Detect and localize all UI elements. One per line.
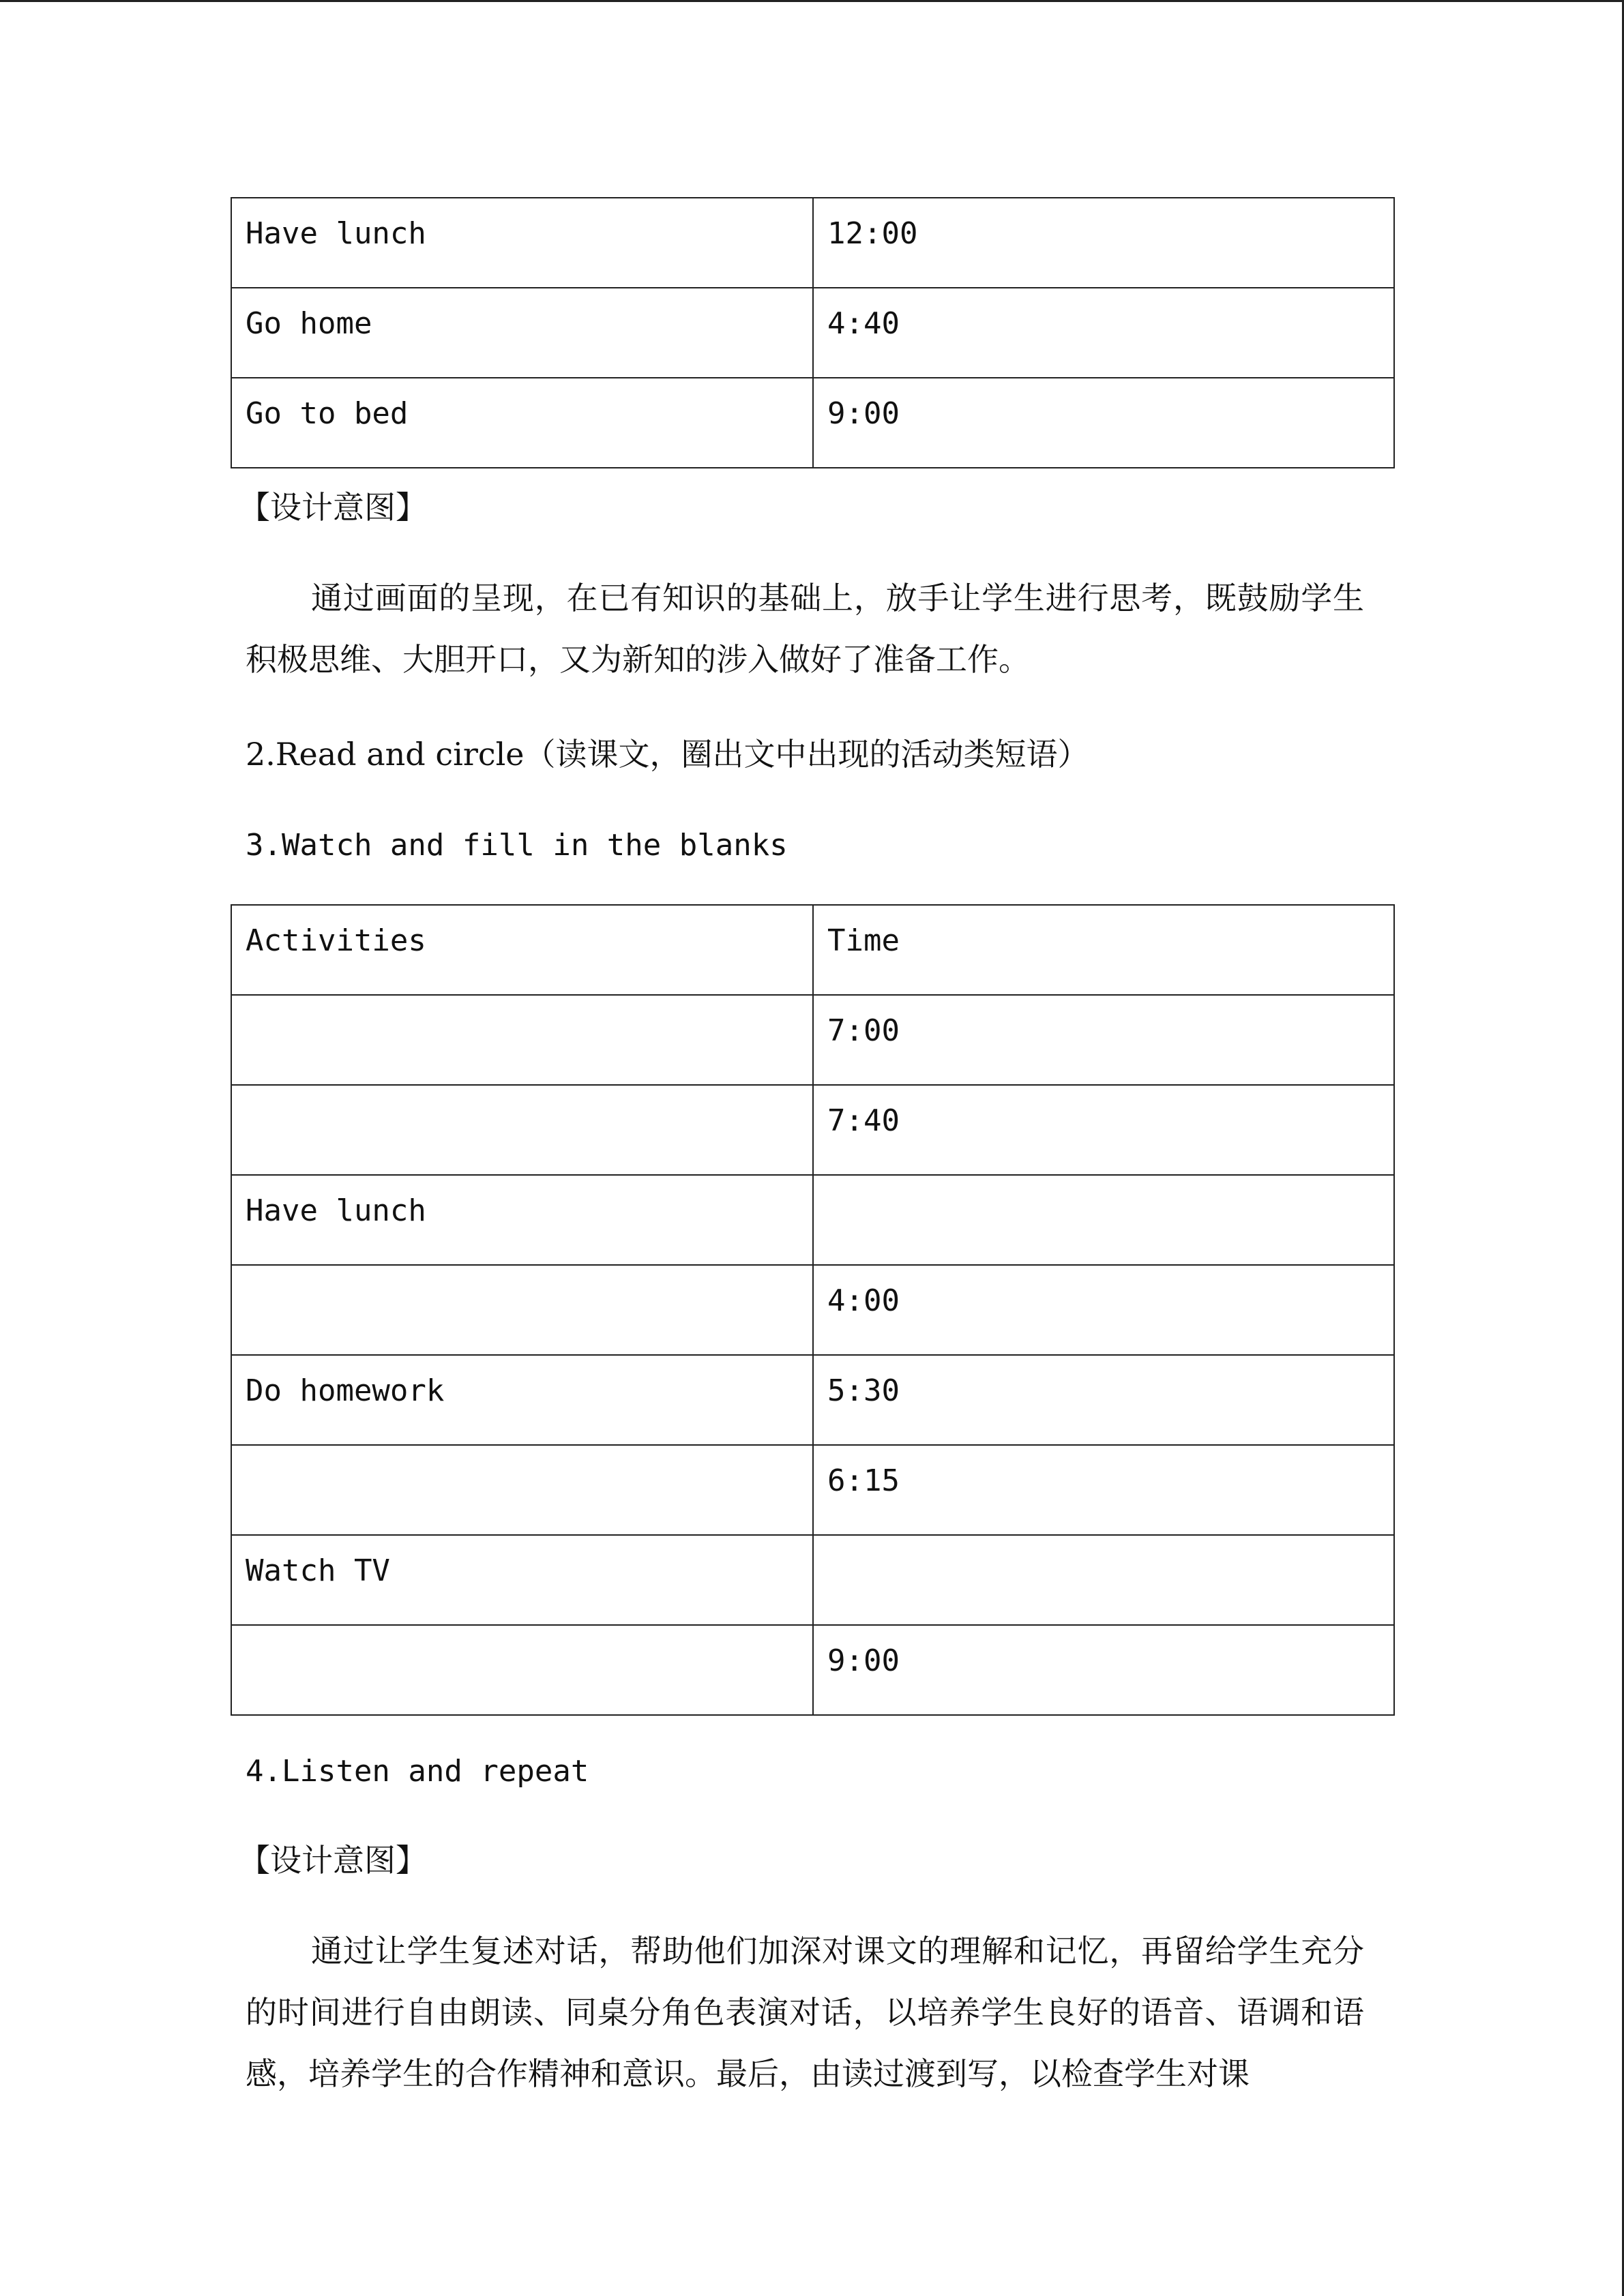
- design-intent-heading-2: 【设计意图】: [239, 1842, 427, 1879]
- activity-cell: Have lunch: [231, 198, 813, 288]
- activity-cell: [231, 1265, 813, 1355]
- time-cell: 5:30: [813, 1355, 1394, 1445]
- table-row: [231, 1085, 1394, 1175]
- page-top-border: [0, 0, 1624, 2]
- activity-cell: Go to bed: [231, 378, 813, 468]
- time-cell: 9:00: [813, 1625, 1394, 1715]
- design-intent-heading-1: 【设计意图】: [239, 489, 427, 526]
- activity-cell: Have lunch: [231, 1175, 813, 1265]
- time-cell: 12:00: [813, 198, 1394, 288]
- design-intent-paragraph-1: 通过画面的呈现，在已有知识的基础上，放手让学生进行思考，既鼓励学生积极思维、大胆开口，又为新知的涉入做好了准备工作。: [246, 580, 1364, 678]
- time-cell: [813, 1175, 1394, 1265]
- table-row: [231, 288, 1394, 378]
- activity-cell: [231, 1445, 813, 1535]
- time-cell: 4:00: [813, 1265, 1394, 1355]
- table-row: [231, 1625, 1394, 1715]
- activity-item-2: 2.Read and circle（读课文，圈出文中出现的活动类短语）: [246, 736, 1089, 773]
- column-header-time: Time: [813, 905, 1394, 995]
- table-row: [231, 198, 1394, 288]
- activity-cell: [231, 1085, 813, 1175]
- time-cell: 7:40: [813, 1085, 1394, 1175]
- time-cell: 7:00: [813, 995, 1394, 1085]
- activity-item-4: 4.Listen and repeat: [246, 1754, 589, 1789]
- activity-cell: [231, 995, 813, 1085]
- table-row: [231, 995, 1394, 1085]
- activity-cell: Watch TV: [231, 1535, 813, 1625]
- schedule-table-2: [231, 904, 1395, 1716]
- table-row: [231, 1535, 1394, 1625]
- activity-cell: [231, 1625, 813, 1715]
- table-header-row: [231, 905, 1394, 995]
- activity-cell: Go home: [231, 288, 813, 378]
- table-row: [231, 378, 1394, 468]
- design-intent-paragraph-2: 通过让学生复述对话，帮助他们加深对课文的理解和记忆，再留给学生充分的时间进行自由朗读、同桌分角色表演对话，以培养学生良好的语音、语调和语感，培养学生的合作精神和意识。最后，由读过渡到写，以检查学生对课: [246, 1933, 1364, 2092]
- table-row: [231, 1445, 1394, 1535]
- table-row: [231, 1265, 1394, 1355]
- time-cell: 6:15: [813, 1445, 1394, 1535]
- schedule-table-1: [231, 197, 1395, 468]
- time-cell: [813, 1535, 1394, 1625]
- activity-cell: Do homework: [231, 1355, 813, 1445]
- time-cell: 9:00: [813, 378, 1394, 468]
- table-row: [231, 1175, 1394, 1265]
- time-cell: 4:40: [813, 288, 1394, 378]
- activity-item-3: 3.Watch and fill in the blanks: [246, 828, 788, 863]
- table-row: [231, 1355, 1394, 1445]
- column-header-activities: Activities: [231, 905, 813, 995]
